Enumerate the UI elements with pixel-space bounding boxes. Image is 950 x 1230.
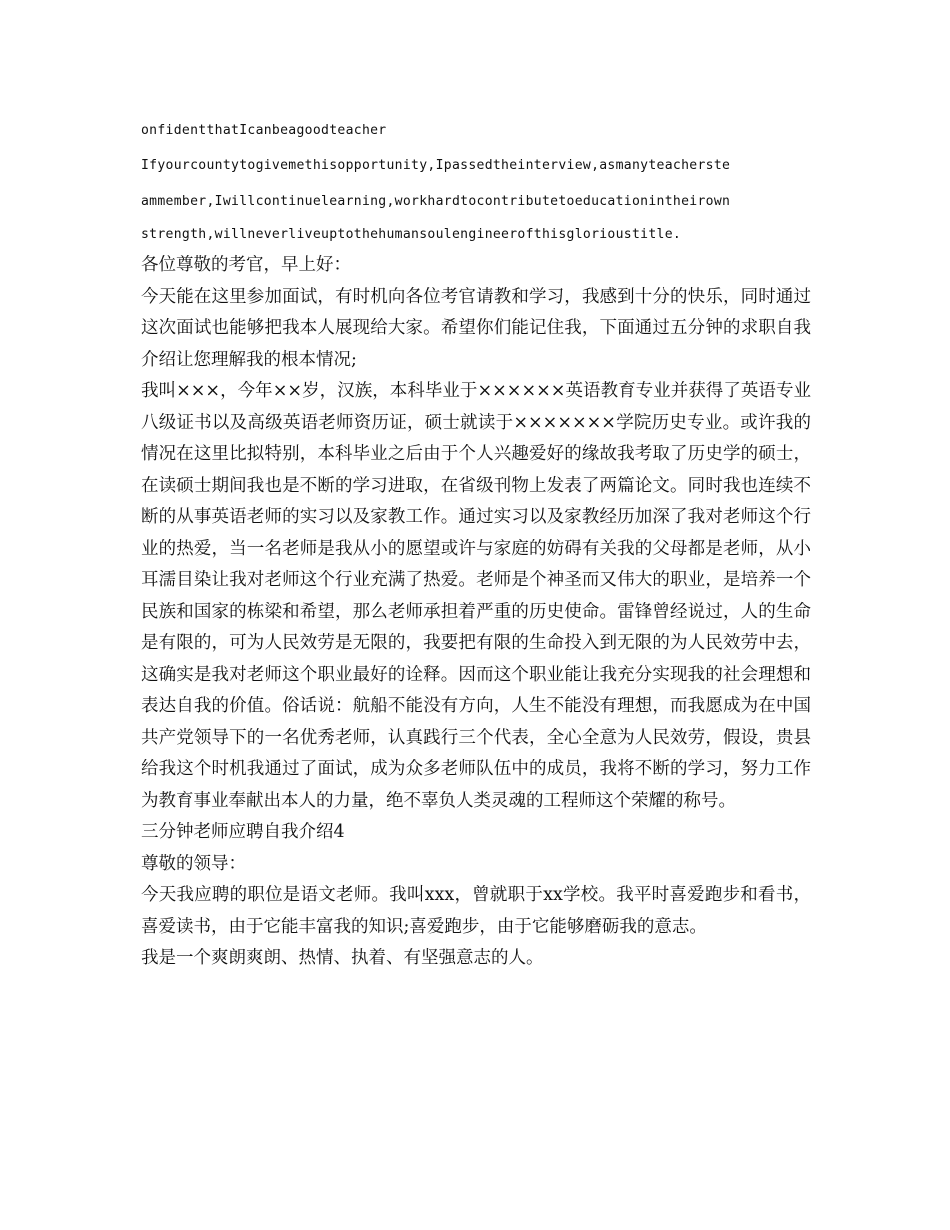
position-paragraph: 今天我应聘的职位是语文老师。我叫xxx，曾就职于xx学校。我平时喜爱跑步和看书，喜爱读书，由于它能丰富我的知识;喜爱跑步，由于它能够磨砺我的意志。 — [141, 885, 811, 937]
english-text-line: onfidentthatIcanbeagoodteacher — [141, 123, 387, 138]
english-text-line: strength,willneverliveuptothehumansoulengineerofthisglorioustitle. — [141, 227, 682, 242]
greeting-examiners: 各位尊敬的考官，早上好： — [141, 255, 351, 275]
personality-paragraph: 我是一个爽朗爽朗、热情、执着、有坚强意志的人。 — [141, 948, 544, 968]
english-text-line: ammember,Iwillcontinuelearning,workhardtocontributetoeducationintheirown — [141, 194, 731, 209]
greeting-leaders: 尊敬的领导： — [141, 853, 246, 874]
intro-paragraph: 今天能在这里参加面试，有时机向各位考官请教和学习，我感到十分的快乐，同时通过这次面试也能够把我本人展现给大家。希望你们能记住我，下面通过五分钟的求职自我介绍让您理解我的根本情况; — [141, 286, 811, 370]
english-text-line: Ifyourcountytogivemethisopportunity,Ipassedtheinterview,asmanyteacherste — [141, 158, 731, 173]
document-body — [141, 114, 811, 975]
section-heading: 三分钟老师应聘自我介绍4 — [141, 822, 345, 842]
self-intro-paragraph: 我叫×××，今年××岁，汉族，本科毕业于××××××英语教育专业并获得了英语专业八级证书以及高级英语老师资历证，硕士就读于×××××××学院历史专业。或许我的情况在这里比拟特别，本科毕业之后由于个人兴趣爱好的缘故我考取了历史学的硕士，在读硕士期间我也是不断的学习进取，在省级刊物上发表了两篇论文。同时我也连续不断的从事英语老师的实习以及家教工作。通过实习以及家教经历加深了我对老师这个行业的热爱，当一名老师是我从小的愿望或许与家庭的妨碍有关我的父母都是老师，从小耳濡目染让我对老师这个行业充满了热爱。老师是个神圣而又伟大的职业，是培养一个民族和国家的栋梁和希望，那么老师承担着严重的历史使命。雷锋曾经说过，人的生命是有限的，可为人民效劳是无限的，我要把有限的生命投入到无限的为人民效劳中去，这确实是我对老师这个职业最好的诠释。因而这个职业能让我充分实现我的社会理想和表达自我的价值。俗话说：航船不能没有方向，人生不能没有理想，而我愿成为在中国共产党领导下的一名优秀老师，认真践行三个代表，全心全意为人民效劳，假设，贵县给我这个时机我通过了面试，成为众多老师队伍中的成员，我将不断的学习，努力工作为教育事业奉献出本人的力量，绝不辜负人类灵魂的工程师这个荣耀的称号。 — [141, 381, 811, 811]
